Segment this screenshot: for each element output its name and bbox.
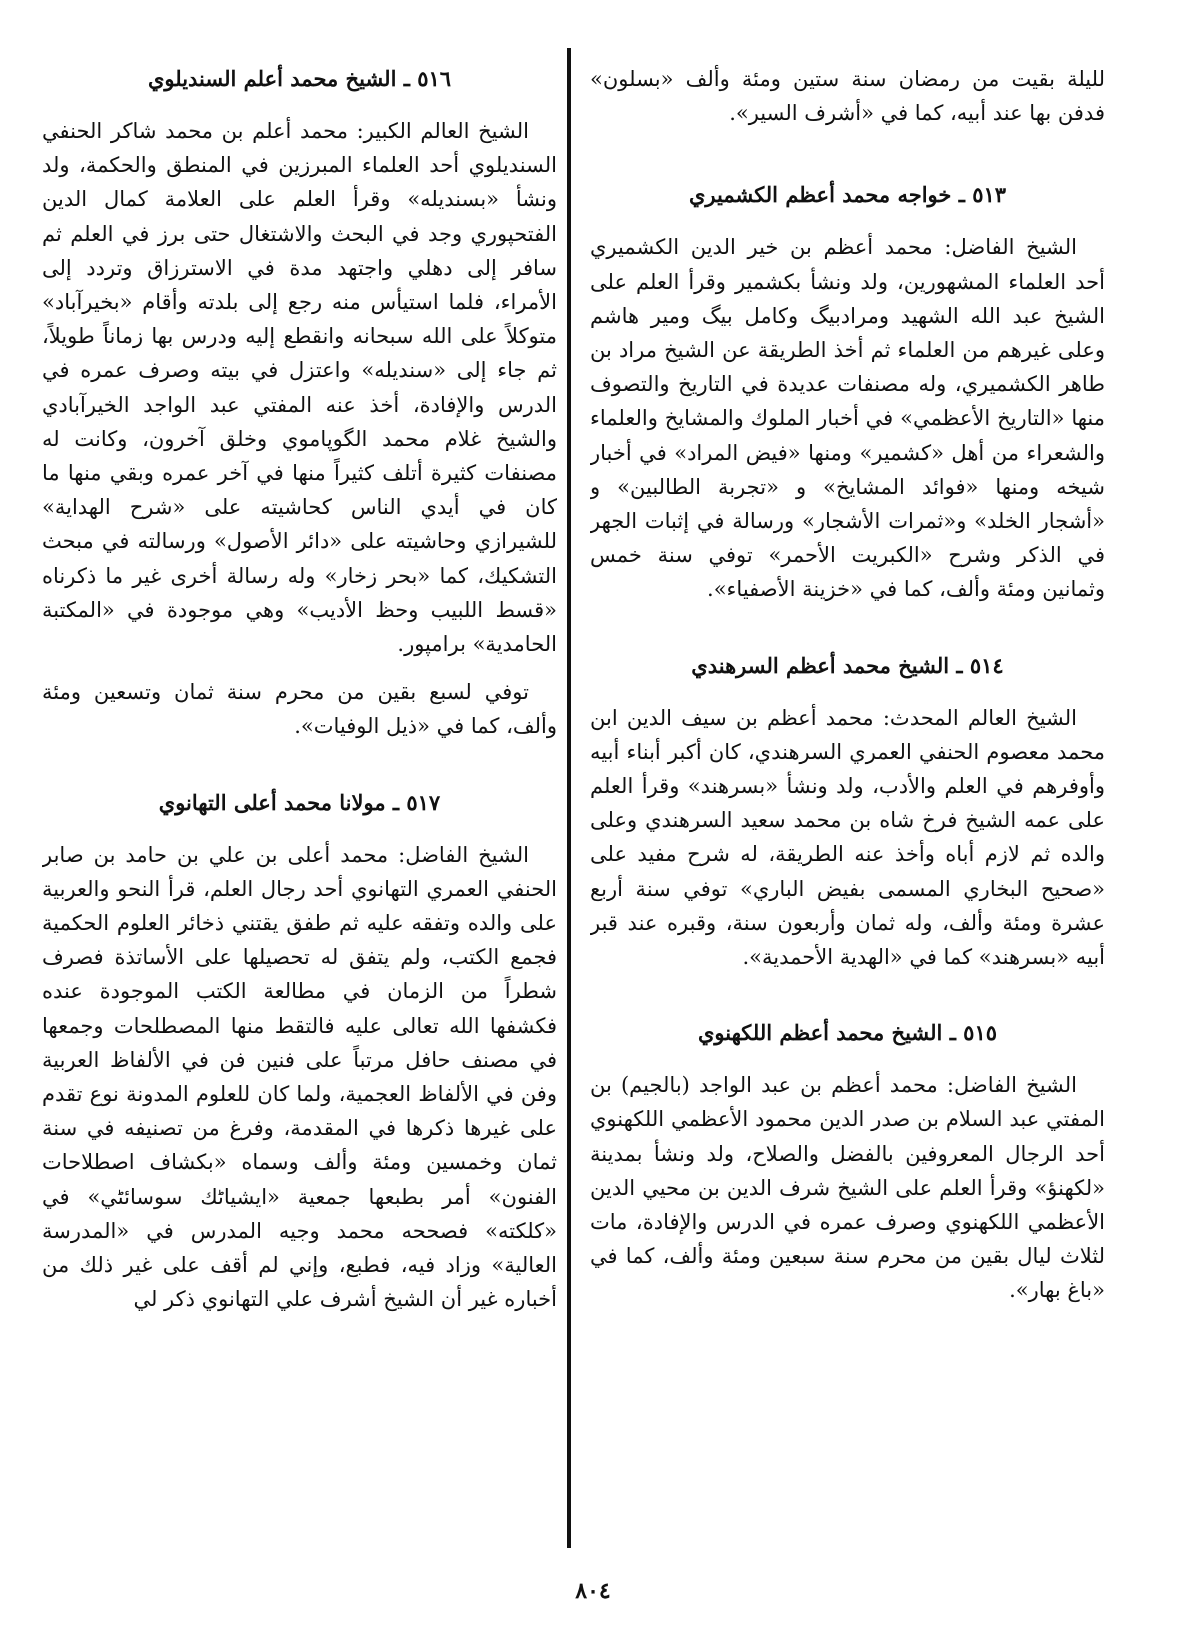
entry-heading <box>590 1016 1105 1050</box>
entry-heading <box>590 178 1105 212</box>
column-divider <box>567 48 571 1548</box>
entry-number: ٥١٦ ـ <box>396 66 451 91</box>
entry-number: ٥١٣ ـ <box>951 182 1006 207</box>
entry-number: ٥١٧ ـ <box>386 790 441 815</box>
entry-heading <box>42 62 557 96</box>
entry-text: الشيخ العالم الكبير: محمد أعلم بن محمد شاكر الحنفي السنديلوي أحد العلماء المبرزين في المنطق والحكمة، ولد ونشأ «بسنديله» وقرأ العلم على العلامة كمال الدين الفتحپوري وجد في البحث والاشتغال حتى برز في العلم ثم سافر إلى دهلي واجتهد مدة في الاسترزاق وتردد إلى الأمراء، فلما استيأس منه رجع إلى بلدته وأقام «بخيرآباد» متوكلاً على الله سبحانه وانقطع إليه ودرس بها زماناً طويلاً، ثم جاء إلى «سنديله» واعتزل في بيته وصرف عمره في الدرس والإفادة، أخذ عنه المفتي عبد الواجد الخيرآبادي والشيخ غلام محمد الگوپاموي وخلق آخرون، وكانت له مصنفات كثيرة أتلف كثيراً منها في آخر عمره وبقي منها ما كان في أيدي الناس كحاشيته على «شرح الهداية» للشيرازي وحاشيته على «دائر الأصول» ورسالته في مبحث التشكيك، كما «بحر زخار» وله رسالة أخرى غير ما ذكرناه «قسط اللبيب وحظ الأديب» وهي موجودة في «المكتبة الحامدية» برامپور. <box>42 119 557 657</box>
entry-number: ٥١٥ ـ <box>942 1020 997 1045</box>
entry-514 <box>590 649 1105 975</box>
entry-513 <box>590 178 1105 606</box>
entry-516 <box>42 62 557 661</box>
entry-text: الشيخ الفاضل: محمد أعظم بن خير الدين الكشميري أحد العلماء المشهورين، ولد ونشأ بكشمير وقرأ العلم على الشيخ عبد الله الشهيد ومرادبيگ وكامل بيگ ومير هاشم وعلى غيرهم من العلماء ثم أخذ الطريقة عن الشيخ مراد بن طاهر الكشميري، وله مصنفات عديدة في التاريخ والتصوف منها «التاريخ الأعظمي» في أخبار الملوك والمشايخ والعلماء والشعراء من أهل «كشمير» ومنها «فيض المراد» في أخبار شيخه ومنها «فوائد المشايخ» و «تجربة الطالبين» و «أشجار الخلد» و«ثمرات الأشجار» ورسالة في إثبات الجهر في الذكر وشرح «الكبريت الأحمر» توفي سنة خمس وثمانين ومئة وألف، كما في «خزينة الأصفياء». <box>590 235 1105 602</box>
entry-517 <box>42 786 557 1317</box>
continuation-paragraph: لليلة بقيت من رمضان سنة ستين ومئة وألف «بسلون» فدفن بها عند أبيه، كما في «أشرف السير». <box>590 67 1105 126</box>
entry-text-continued: توفي لسبع بقين من محرم سنة ثمان وتسعين ومئة وألف، كما في «ذيل الوفيات». <box>42 680 557 739</box>
entry-name: خواجه محمد أعظم الكشميري <box>688 182 952 208</box>
entry-515 <box>590 1016 1105 1307</box>
entry-heading <box>590 649 1105 683</box>
entry-text: الشيخ العالم المحدث: محمد أعظم بن سيف الدين ابن محمد معصوم الحنفي العمري السرهندي، كان أكبر أبناء أبيه وأوفرهم في العلم والأدب، ولد ونشأ «بسرهند» وقرأ العلم على عمه الشيخ فرخ شاه بن محمد سعيد السرهندي وعلى والده ثم لازم أباه وأخذ عنه الطريقة، له شرح مفيد على «صحيح البخاري المسمى بفيض الباري» توفي سنة أربع عشرة ومئة وألف، وله ثمان وأربعون سنة، وقبره عند قبر أبيه «بسرهند» كما في «الهدية الأحمدية». <box>590 705 1105 970</box>
entry-name: مولانا محمد أعلى التهانوي <box>158 789 386 815</box>
page-number: ٨٠٤ <box>575 1578 611 1604</box>
entry-name: الشيخ محمد أعلم السنديلوي <box>147 66 397 91</box>
entry-name: الشيخ محمد أعظم السرهندي <box>691 652 950 678</box>
continuation-block <box>590 62 1105 130</box>
entry-text: الشيخ الفاضل: محمد أعظم بن عبد الواجد (بالجيم) بن المفتي عبد السلام بن صدر الدين محمود الأعظمي اللكهنوي أحد الرجال المعروفين بالفضل والصلاح، ولد ونشأ بمدينة «لكهنؤ» وقرأ العلم على الشيخ شرف الدين بن محيي الدين الأعظمي اللكهنوي وصرف عمره في الدرس والإفادة، مات لثلاث ليال بقين من محرم سنة سبعين ومئة وألف، كما في «باغ بهار». <box>590 1073 1105 1303</box>
entry-516-death-note <box>42 675 557 743</box>
entry-text: الشيخ الفاضل: محمد أعلى بن علي بن حامد بن صابر الحنفي العمري التهانوي أحد رجال العلم، قرأ النحو والعربية على والده وتفقه عليه ثم طفق يقتني ذخائر العلوم الحكمية فجمع الكتب، ولم يتفق له تحصيلها على الأساتذة فصرف شطراً من الزمان في مطالعة الكتب الموجودة عنده فكشفها الله تعالى عليه فالتقط منها المصطلحات وجمعها في مصنف حافل مرتباً على فنين فن في الألفاظ العربية وفن في الألفاظ العجمية، ولما كان للعلوم المدونة نوع تقدم على غيرها ذكرها في المقدمة، وفرغ من تصنيفه في سنة ثمان وخمسين ومئة وألف وسماه «بكشاف اصطلاحات الفنون» أمر بطبعها جمعية «ايشياٹك سوسائٹي» في «كلكته» فصححه محمد وجيه المدرس في «المدرسة العالية» وزاد فيه، فطبع، وإني لم أقف على غير ذلك من أخباره غير أن الشيخ أشرف علي التهانوي ذكر لي <box>42 842 557 1312</box>
entry-heading <box>42 786 557 820</box>
entry-number: ٥١٤ ـ <box>949 653 1004 678</box>
left-column <box>42 62 557 1562</box>
entry-name: الشيخ محمد أعظم اللكهنوي <box>697 1020 943 1046</box>
right-column <box>590 62 1105 1562</box>
